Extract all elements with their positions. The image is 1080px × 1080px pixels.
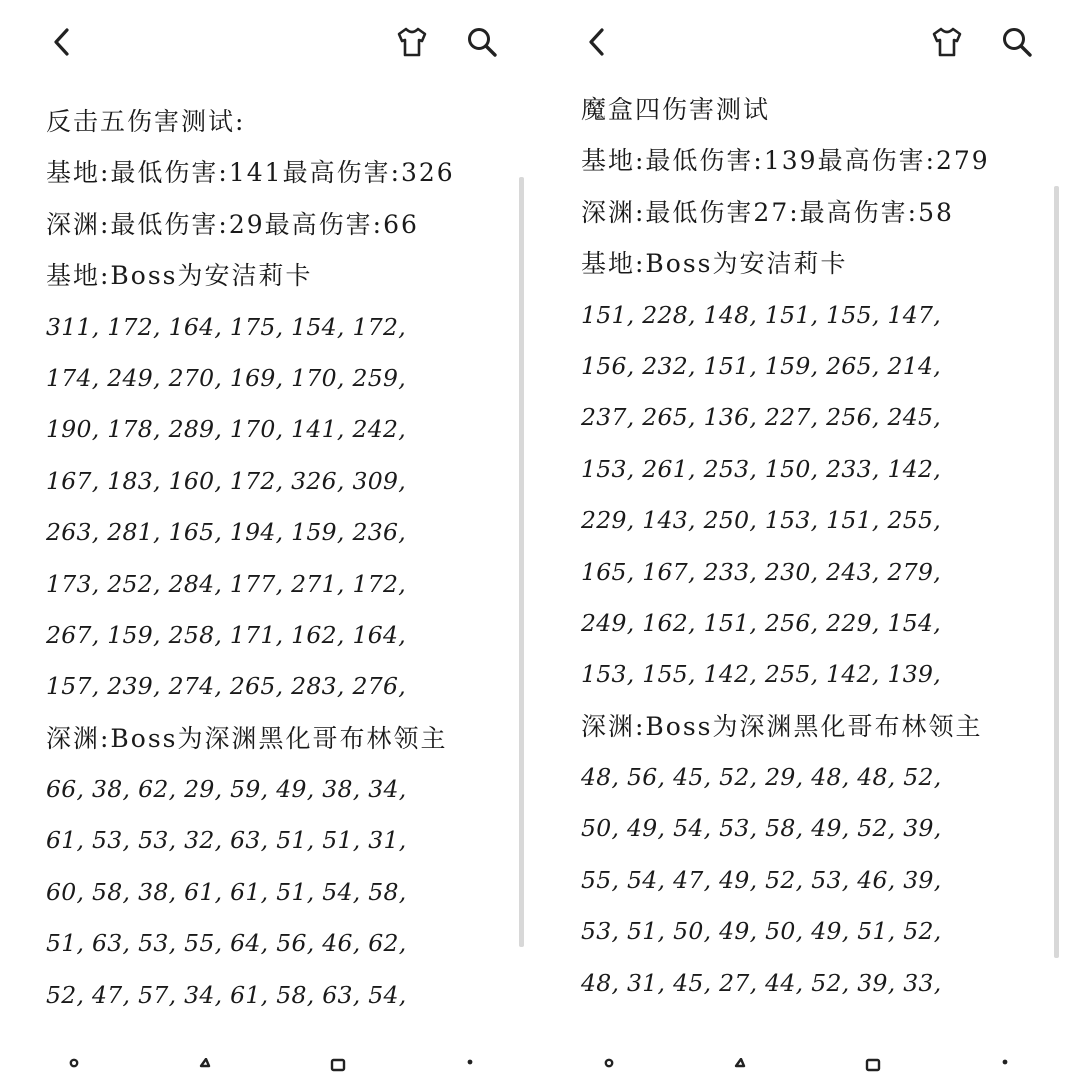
left-reader-pane	[0, 0, 535, 1080]
damage-values-line: 153, 261, 253, 150, 233, 142,	[581, 454, 941, 483]
damage-values-line: 48, 31, 45, 27, 44, 52, 39, 33,	[581, 968, 942, 997]
heading-line: 深渊:Boss为深渊黑化哥布林领主	[581, 711, 983, 741]
damage-values-line: 167, 183, 160, 172, 326, 309,	[46, 466, 406, 495]
damage-values-line: 48, 56, 45, 52, 29, 48, 48, 52,	[581, 763, 942, 792]
damage-values-line: 229, 143, 250, 153, 151, 255,	[581, 506, 941, 535]
heading-line: 基地:最低伤害:141最高伤害:326	[46, 158, 455, 188]
heading-line: 深渊:最低伤害:29最高伤害:66	[46, 209, 419, 239]
person-icon[interactable]	[60, 1058, 88, 1080]
damage-values-line: 60, 58, 38, 61, 61, 51, 54, 58,	[46, 877, 407, 906]
damage-values-line: 311, 172, 164, 175, 154, 172,	[46, 312, 406, 341]
damage-values-line: 51, 63, 53, 55, 64, 56, 46, 62,	[46, 929, 407, 958]
bookmark-icon[interactable]	[324, 1058, 352, 1080]
damage-values-line: 165, 167, 233, 230, 243, 279,	[581, 557, 941, 586]
scrollbar[interactable]	[1054, 186, 1059, 958]
star-icon[interactable]	[727, 1058, 755, 1080]
damage-values-line: 174, 249, 270, 169, 170, 259,	[46, 363, 406, 392]
heading-line: 深渊:Boss为深渊黑化哥布林领主	[46, 723, 448, 753]
damage-values-line: 153, 155, 142, 255, 142, 139,	[581, 660, 941, 689]
damage-values-line: 66, 38, 62, 29, 59, 49, 38, 34,	[46, 775, 407, 804]
heading-line: 基地:Boss为安洁莉卡	[581, 249, 848, 279]
damage-values-line: 61, 53, 53, 32, 63, 51, 51, 31,	[46, 826, 407, 855]
right-reader-pane	[535, 0, 1070, 1080]
article-body	[581, 84, 1050, 1009]
top-toolbar	[535, 0, 1070, 82]
back-arrow-icon[interactable]	[577, 22, 617, 62]
heading-line: 基地:最低伤害:139最高伤害:279	[581, 146, 990, 176]
heading-line: 基地:Boss为安洁莉卡	[46, 261, 313, 291]
damage-values-line: 267, 159, 258, 171, 162, 164,	[46, 620, 406, 649]
heading-line: 反击五伤害测试:	[46, 107, 246, 136]
damage-values-line: 52, 47, 57, 34, 61, 58, 63, 54,	[46, 980, 407, 1009]
damage-values-line: 237, 265, 136, 227, 256, 245,	[581, 403, 941, 432]
damage-values-line: 151, 228, 148, 151, 155, 147,	[581, 300, 941, 329]
tshirt-icon[interactable]	[927, 22, 967, 62]
damage-values-line: 249, 162, 151, 256, 229, 154,	[581, 608, 941, 637]
more-icon[interactable]	[456, 1058, 484, 1080]
back-arrow-icon[interactable]	[42, 22, 82, 62]
bottom-toolbar	[0, 1050, 535, 1080]
damage-values-line: 190, 178, 289, 170, 141, 242,	[46, 415, 406, 444]
article-body	[46, 96, 515, 1021]
search-icon[interactable]	[997, 22, 1037, 62]
damage-values-line: 55, 54, 47, 49, 52, 53, 46, 39,	[581, 865, 942, 894]
star-icon[interactable]	[192, 1058, 220, 1080]
bottom-toolbar	[535, 1050, 1070, 1080]
damage-values-line: 156, 232, 151, 159, 265, 214,	[581, 351, 941, 380]
damage-values-line: 263, 281, 165, 194, 159, 236,	[46, 518, 406, 547]
person-icon[interactable]	[595, 1058, 623, 1080]
more-icon[interactable]	[991, 1058, 1019, 1080]
bookmark-icon[interactable]	[859, 1058, 887, 1080]
heading-line: 深渊:最低伤害27:最高伤害:58	[581, 197, 954, 227]
damage-values-line: 53, 51, 50, 49, 50, 49, 51, 52,	[581, 917, 942, 946]
damage-values-line: 173, 252, 284, 177, 271, 172,	[46, 569, 406, 598]
scrollbar[interactable]	[519, 177, 524, 947]
heading-line: 魔盒四伤害测试	[581, 95, 771, 124]
tshirt-icon[interactable]	[392, 22, 432, 62]
search-icon[interactable]	[462, 22, 502, 62]
damage-values-line: 157, 239, 274, 265, 283, 276,	[46, 672, 406, 701]
top-toolbar	[0, 0, 535, 82]
damage-values-line: 50, 49, 54, 53, 58, 49, 52, 39,	[581, 814, 942, 843]
